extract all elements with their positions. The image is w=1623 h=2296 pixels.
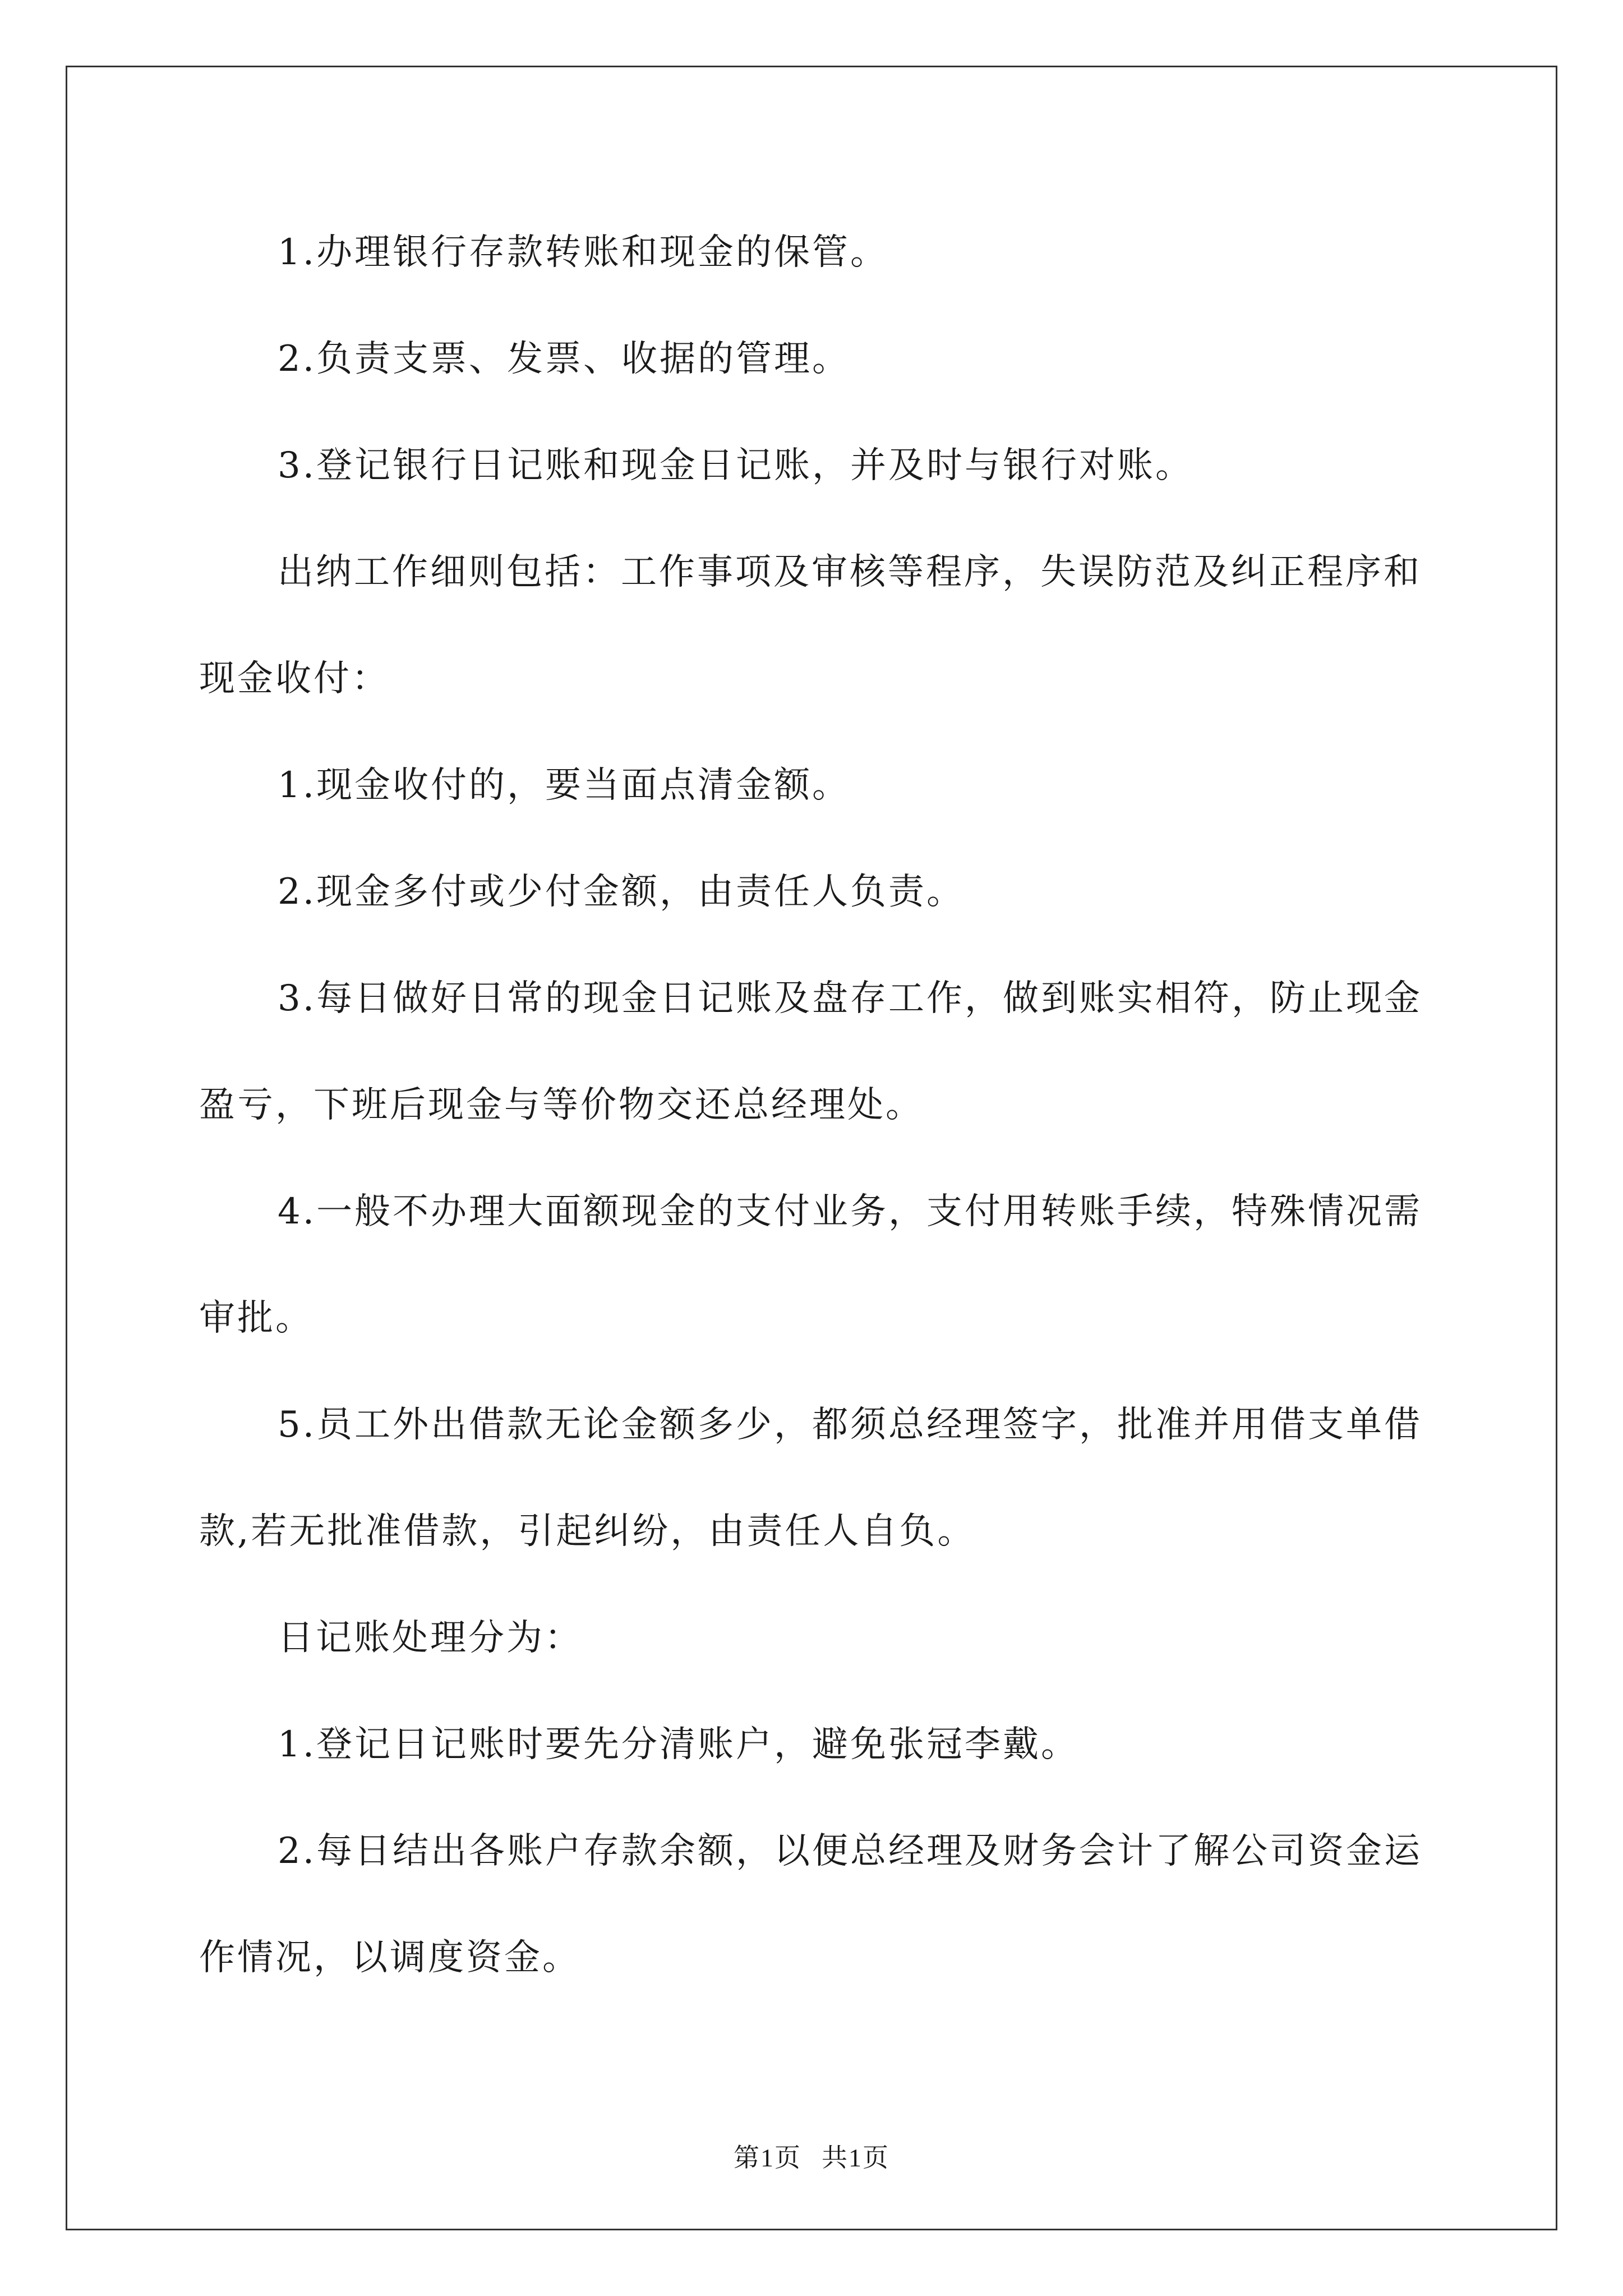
paragraph: 2.负责支票、发票、收据的管理。 bbox=[278, 338, 851, 380]
paragraph: 2.每日结出各账户存款余额，以便总经理及财务会计了解公司资金运作情况，以调度资金。 bbox=[199, 1830, 1423, 1978]
paragraph: 2.现金多付或少付金额，由责任人负责。 bbox=[278, 871, 965, 913]
page-total: 共1页 bbox=[822, 2143, 889, 2172]
paragraph: 4.一般不办理大面额现金的支付业务，支付用转账手续，特殊情况需审批。 bbox=[199, 1191, 1423, 1339]
paragraph: 日记账处理分为： bbox=[278, 1617, 583, 1659]
paragraph: 1.登记日记账时要先分清账户，避免张冠李戴。 bbox=[278, 1724, 1080, 1765]
page-footer bbox=[0, 2137, 1623, 2174]
page-number: 第1页 bbox=[734, 2143, 801, 2172]
paragraph: 5.员工外出借款无论金额多少，都须总经理签字，批准并用借支单借款,若无批准借款，引起纠纷，由责任人自负。 bbox=[199, 1404, 1423, 1552]
paragraph: 3.登记银行日记账和现金日记账，并及时与银行对账。 bbox=[278, 445, 1194, 486]
paragraph: 出纳工作细则包括：工作事项及审核等程序，失误防范及纠正程序和现金收付： bbox=[199, 551, 1422, 700]
paragraph: 3.每日做好日常的现金日记账及盘存工作，做到账实相符，防止现金盈亏，下班后现金与等价物交还总经理处。 bbox=[199, 978, 1423, 1126]
paragraph: 1.办理银行存款转账和现金的保管。 bbox=[278, 232, 889, 273]
document-body bbox=[199, 199, 1427, 2011]
paragraph: 1.现金收付的，要当面点清金额。 bbox=[278, 765, 851, 806]
